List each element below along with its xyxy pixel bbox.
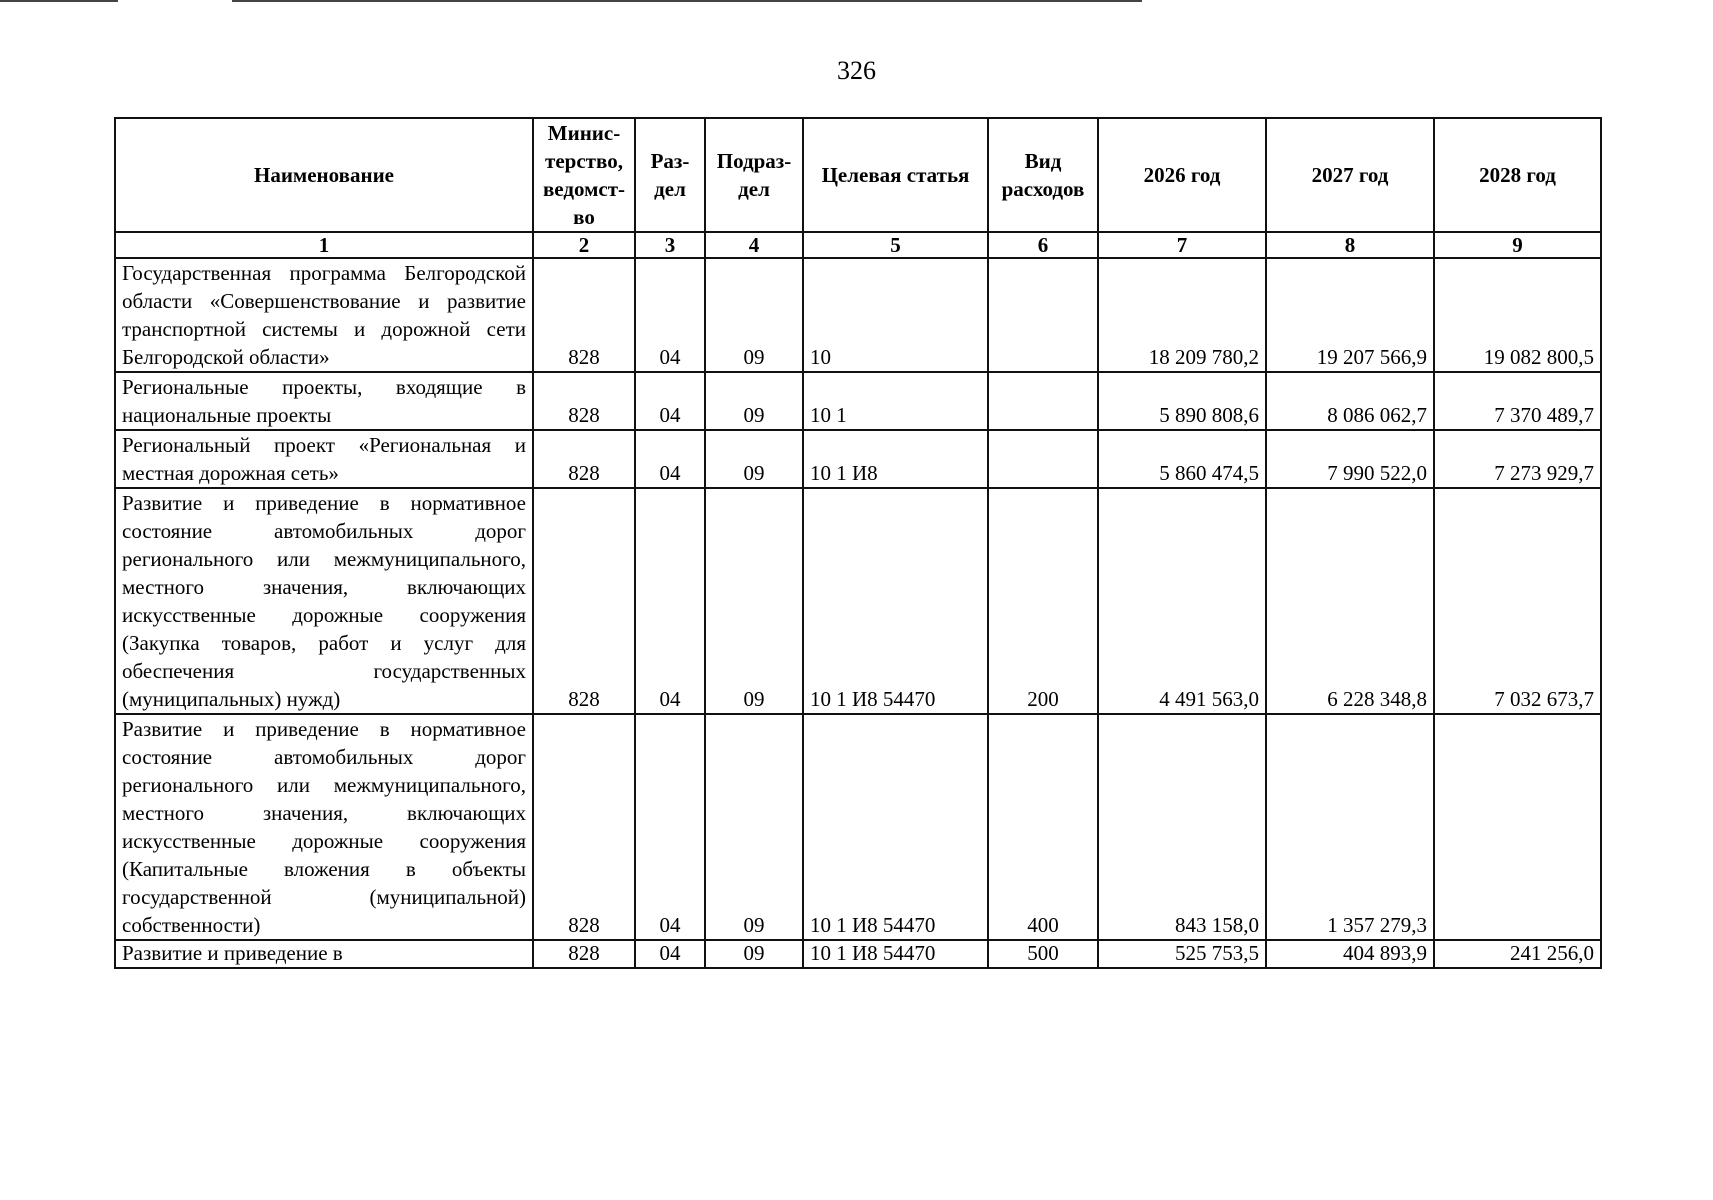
header-row [115,118,1601,232]
column-number: 9 [1434,232,1601,258]
column-number: 5 [803,232,988,258]
row-year-2028: 19 082 800,5 [1434,258,1601,372]
row-name: Развитие и приведение в нормативное состояние автомобильных дорог регионального или межмуниципального, местного значения, включающих искусственные дорожные сооружения (Капитальные вложения в объекты государственной (муниципальной) собственности) [115,714,533,940]
scan-artifact-line [232,0,1142,2]
column-number: 3 [635,232,705,258]
row-year-2026: 18 209 780,2 [1098,258,1266,372]
row-target-article: 10 1 И8 [803,430,988,488]
column-number: 2 [533,232,635,258]
row-target-article: 10 1 И8 54470 [803,940,988,968]
row-subsection: 09 [705,430,803,488]
row-expense-type [988,430,1098,488]
column-number: 4 [705,232,803,258]
row-target-article: 10 1 [803,372,988,430]
row-expense-type: 500 [988,940,1098,968]
table-row [115,488,1601,714]
header-subsection: Подраз-дел [705,118,803,232]
row-name: Региональные проекты, входящие в национальные проекты [115,372,533,430]
row-subsection: 09 [705,488,803,714]
row-year-2027: 7 990 522,0 [1266,430,1434,488]
row-year-2026: 525 753,5 [1098,940,1266,968]
row-section: 04 [635,714,705,940]
row-year-2026: 4 491 563,0 [1098,488,1266,714]
row-year-2027: 19 207 566,9 [1266,258,1434,372]
row-target-article: 10 1 И8 54470 [803,714,988,940]
row-subsection: 09 [705,372,803,430]
row-year-2028 [1434,714,1601,940]
header-section: Раз-дел [635,118,705,232]
header-target-article: Целевая статья [803,118,988,232]
row-year-2027: 1 357 279,3 [1266,714,1434,940]
header-name: Наименование [115,118,533,232]
column-number: 8 [1266,232,1434,258]
row-section: 04 [635,488,705,714]
column-number: 7 [1098,232,1266,258]
row-subsection: 09 [705,714,803,940]
page-number: 326 [837,56,876,85]
row-subsection: 09 [705,258,803,372]
table-row [115,430,1601,488]
row-year-2028: 7 370 489,7 [1434,372,1601,430]
table-row [115,258,1601,372]
row-year-2026: 5 860 474,5 [1098,430,1266,488]
row-ministry: 828 [533,940,635,968]
row-name: Государственная программа Белгородской области «Совершенствование и развитие транспортной системы и дорожной сети Белгородской области» [115,258,533,372]
header-year-2026: 2026 год [1098,118,1266,232]
row-year-2027: 8 086 062,7 [1266,372,1434,430]
row-ministry: 828 [533,714,635,940]
column-number-row [115,232,1601,258]
row-year-2026: 843 158,0 [1098,714,1266,940]
row-section: 04 [635,430,705,488]
row-expense-type: 200 [988,488,1098,714]
row-year-2028: 7 273 929,7 [1434,430,1601,488]
row-expense-type: 400 [988,714,1098,940]
row-ministry: 828 [533,372,635,430]
table-row [115,714,1601,940]
table-row [115,372,1601,430]
column-number: 6 [988,232,1098,258]
row-section: 04 [635,372,705,430]
row-target-article: 10 [803,258,988,372]
column-number: 1 [115,232,533,258]
table-row [115,940,1601,968]
row-expense-type [988,372,1098,430]
row-expense-type [988,258,1098,372]
row-name: Развитие и приведение в нормативное состояние автомобильных дорог регионального или межмуниципального, местного значения, включающих искусственные дорожные сооружения (Закупка товаров, работ и услуг для обеспечения государственных (муниципальных) нужд) [115,488,533,714]
scan-artifact-line [0,0,118,2]
row-name: Региональный проект «Региональная и местная дорожная сеть» [115,430,533,488]
row-target-article: 10 1 И8 54470 [803,488,988,714]
row-year-2028: 7 032 673,7 [1434,488,1601,714]
budget-table [114,117,1602,969]
row-section: 04 [635,940,705,968]
row-ministry: 828 [533,258,635,372]
row-subsection: 09 [705,940,803,968]
row-year-2027: 404 893,9 [1266,940,1434,968]
row-year-2027: 6 228 348,8 [1266,488,1434,714]
row-name: Развитие и приведение в [115,940,533,968]
row-year-2028: 241 256,0 [1434,940,1601,968]
row-year-2026: 5 890 808,6 [1098,372,1266,430]
header-ministry: Минис-терство, ведомст-во [533,118,635,232]
header-year-2028: 2028 год [1434,118,1601,232]
row-section: 04 [635,258,705,372]
row-ministry: 828 [533,430,635,488]
header-year-2027: 2027 год [1266,118,1434,232]
header-expense-type: Вид расходов [988,118,1098,232]
row-ministry: 828 [533,488,635,714]
